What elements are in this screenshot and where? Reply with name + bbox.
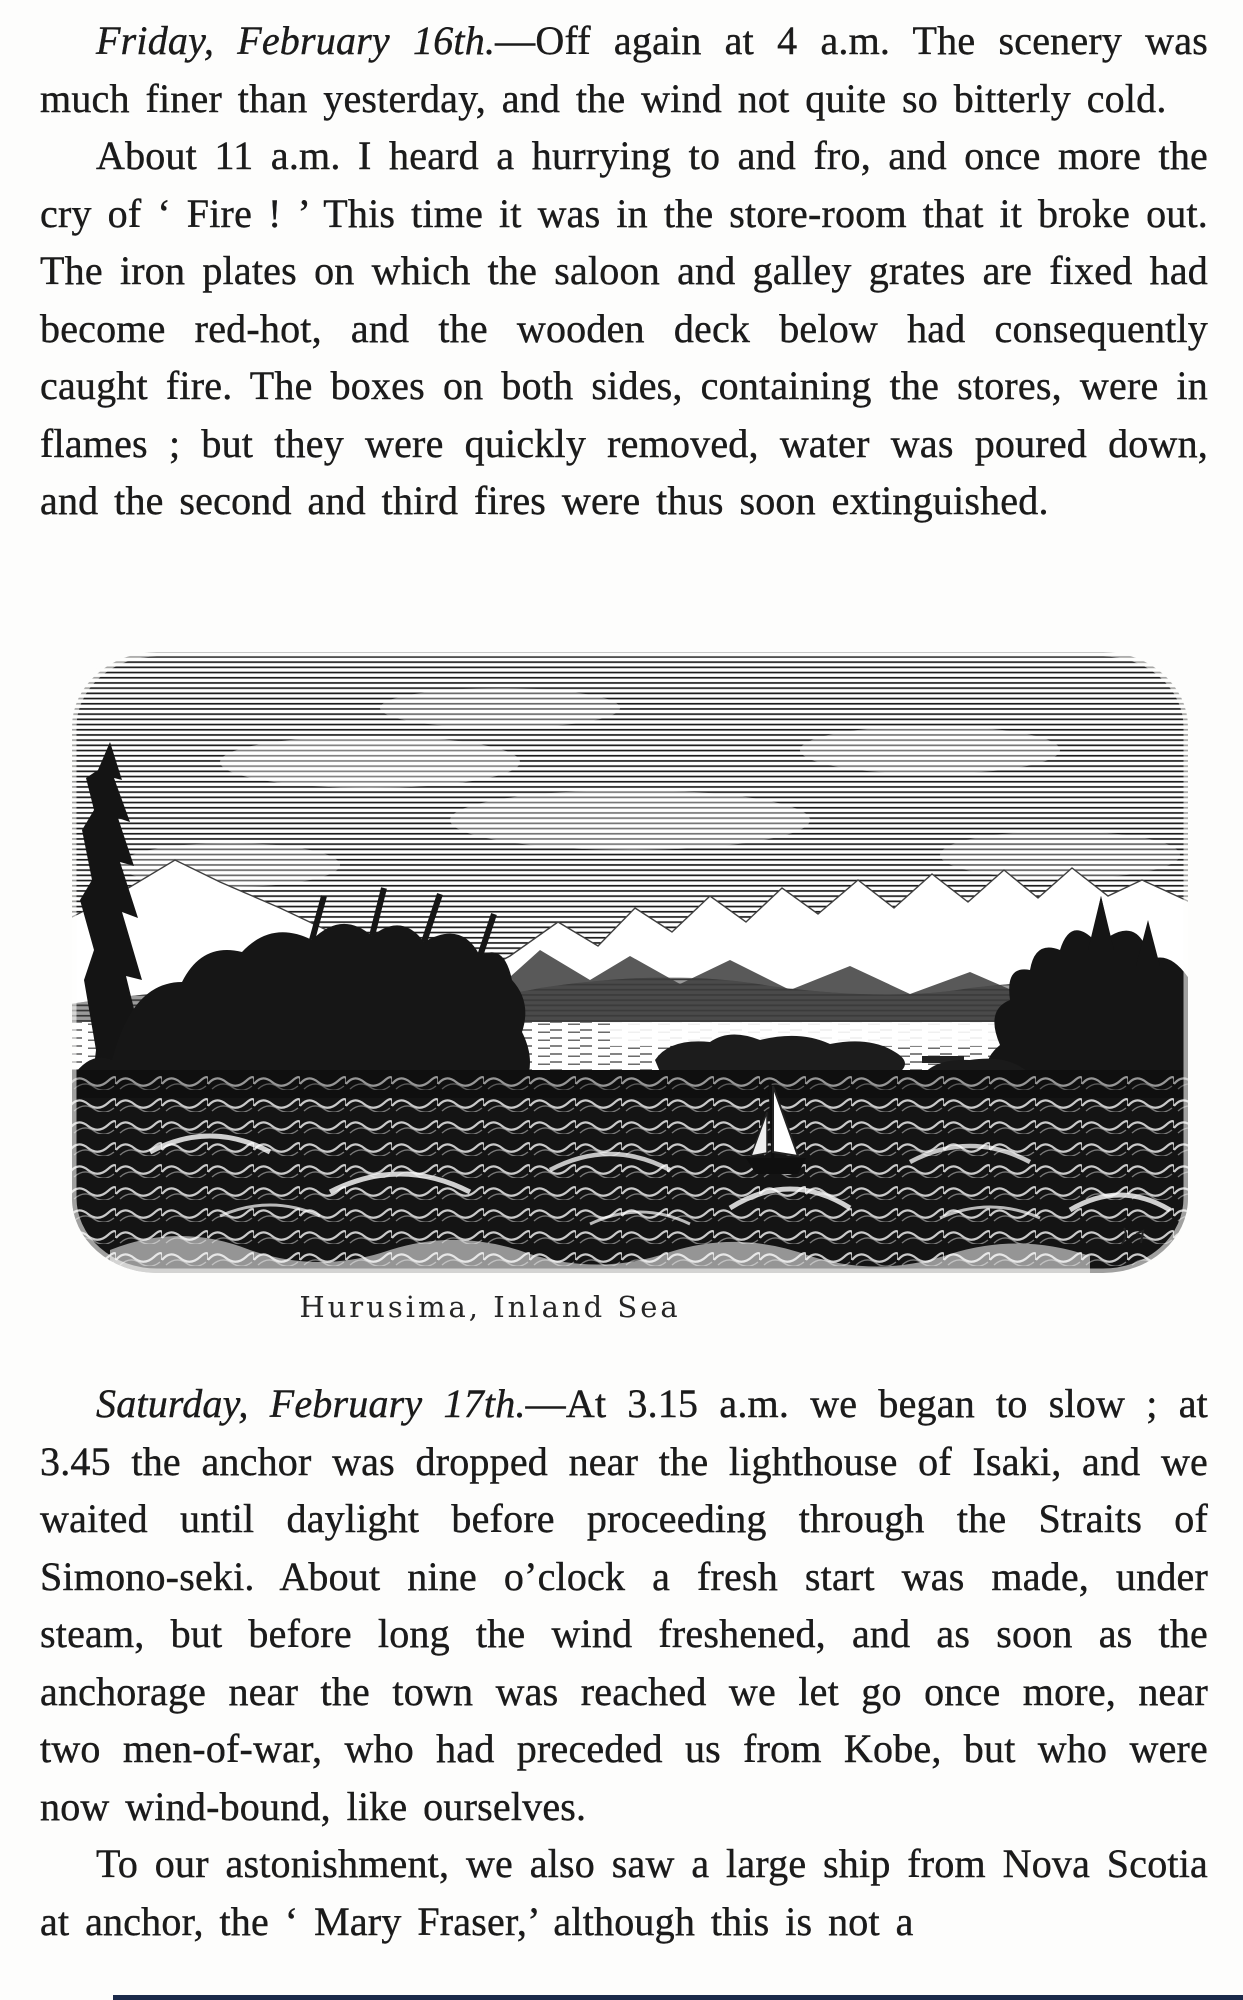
- entry-date-friday: Friday, February 16th.: [96, 18, 496, 63]
- engraving-hurusima: [70, 650, 1190, 1275]
- entry-body-fire: About 11 a.m. I heard a hurrying to and fro, and once more the cry of ‘ Fire ! ’ This time it was in the store-room that it broke out. The iron plates on which the saloon and galley grates are fixed had become red-hot, and the wooden deck below had consequently caught fire. The boxes on both sides, containing the stores, were in flames ; but they were quickly removed, water was poured down, and the second and third fires were thus soon extinguished.: [40, 133, 1208, 523]
- diary-text-lower: [40, 1375, 1208, 1950]
- entry-body-friday: —Off again at 4 a.m. The scenery was much finer than yesterday, and the wind not quite so bitterly cold.: [40, 18, 1208, 121]
- page-bottom-edge-line: [113, 1995, 1243, 2000]
- paragraph-nova: [40, 1835, 1208, 1950]
- entry-date-saturday: Saturday, February 17th.: [96, 1381, 526, 1426]
- paragraph-saturday: [40, 1375, 1208, 1835]
- paragraph-fire: [40, 127, 1208, 530]
- paragraph-friday: [40, 12, 1208, 127]
- entry-body-saturday: —At 3.15 a.m. we began to slow ; at 3.45 the anchor was dropped near the lighthouse of Isaki, and we waited until daylight before proceeding through the Straits of Simono-seki. About nine o’clock a fresh start was made, under steam, but before long the wind freshened, and as soon as the anchorage near the town was reached we let go once more, near two men-of-war, who had preceded us from Kobe, but who were now wind-bound, like ourselves.: [40, 1381, 1208, 1829]
- engraving-image: [70, 650, 1190, 1275]
- illustration-caption: Hurusima, Inland Sea: [299, 1290, 681, 1324]
- entry-body-nova: To our astonishment, we also saw a large ship from Nova Scotia at anchor, the ‘ Mary Fraser,’ although this is not a: [40, 1841, 1208, 1944]
- diary-text-upper: [40, 12, 1208, 530]
